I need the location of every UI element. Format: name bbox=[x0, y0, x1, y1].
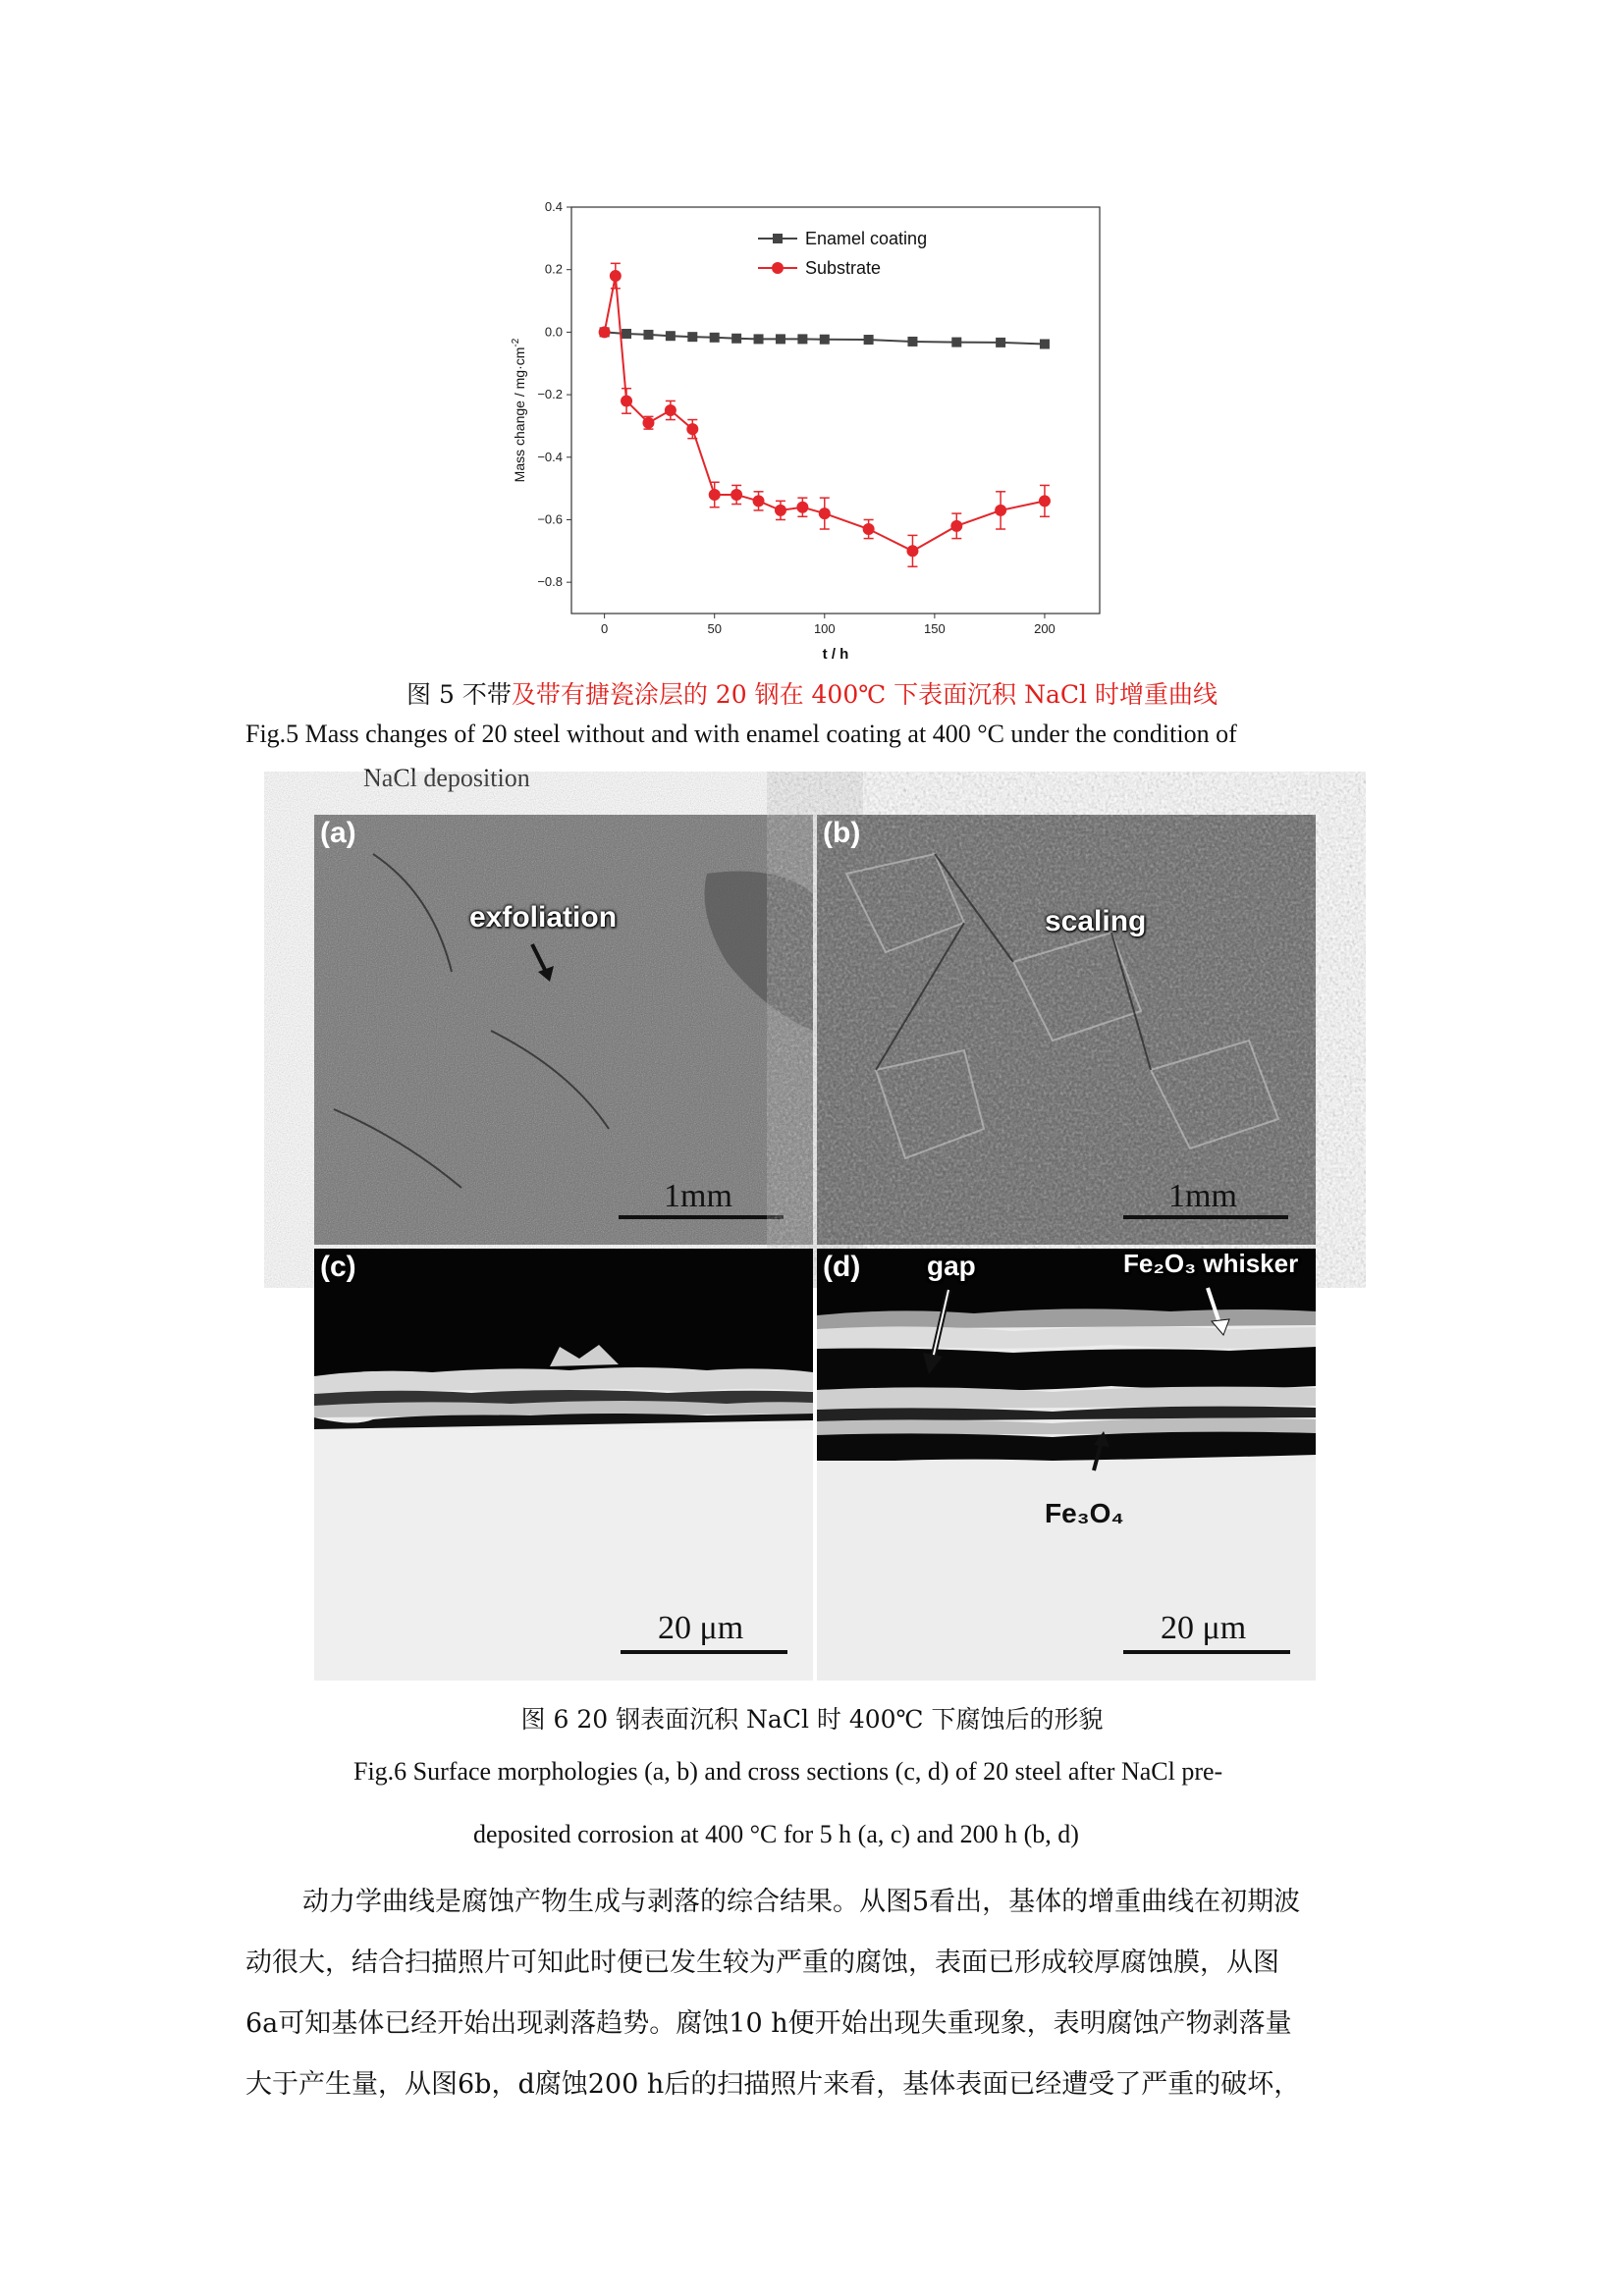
x-tick-label: 0 bbox=[601, 621, 609, 636]
annotation-fe2o3-whisker: Fe₂O₃ whisker bbox=[1123, 1249, 1299, 1278]
data-point bbox=[950, 520, 962, 532]
data-point bbox=[1039, 495, 1051, 507]
data-point bbox=[599, 326, 611, 338]
data-point bbox=[797, 334, 807, 344]
y-axis-label-superscript: -2 bbox=[511, 338, 521, 347]
y-tick-label: 0.0 bbox=[544, 324, 563, 340]
fig5-caption-en-line2: NaCl deposition bbox=[363, 764, 530, 792]
data-point bbox=[710, 333, 720, 343]
arrow-icon-exfoliation bbox=[314, 815, 813, 1245]
x-tick-label: 100 bbox=[813, 621, 836, 636]
scale-label-d: 20 μm bbox=[1161, 1610, 1247, 1646]
data-point bbox=[687, 332, 697, 342]
annotation-fe3o4: Fe₃O₄ bbox=[1045, 1498, 1124, 1528]
cross-section-panel-d bbox=[817, 1249, 1316, 1681]
legend-marker bbox=[772, 262, 784, 274]
sem-texture-b bbox=[817, 815, 1316, 1245]
data-point bbox=[863, 523, 875, 535]
fig5-caption-en-line1: Fig.5 Mass changes of 20 steel without and with enamel coating at 400 °C under the condition of bbox=[245, 720, 1237, 748]
data-point bbox=[996, 338, 1005, 347]
x-axis-label: t / h bbox=[822, 646, 849, 663]
data-point bbox=[709, 489, 721, 501]
x-tick-label: 50 bbox=[707, 621, 722, 636]
data-point bbox=[753, 495, 765, 507]
data-point bbox=[643, 330, 653, 340]
data-point bbox=[776, 334, 785, 344]
scale-bar-a bbox=[619, 1215, 784, 1219]
fig6-caption-en-line2: deposited corrosion at 400 °C for 5 h (a, c) and 200 h (b, d) bbox=[473, 1820, 1079, 1848]
legend-label: Enamel coating bbox=[805, 229, 928, 248]
x-tick-label: 200 bbox=[1034, 621, 1056, 636]
sem-panel-b bbox=[817, 815, 1316, 1245]
y-tick-label: −0.8 bbox=[537, 574, 563, 590]
data-point bbox=[819, 507, 831, 519]
series-substrate bbox=[599, 263, 1051, 566]
cross-section-panel-c bbox=[314, 1249, 813, 1681]
fig6-caption-en-line1: Fig.6 Surface morphologies (a, b) and cross sections (c, d) of 20 steel after NaCl pre- bbox=[353, 1757, 1223, 1786]
data-point bbox=[951, 338, 961, 347]
y-tick-label: 0.4 bbox=[544, 199, 563, 214]
fig5-caption-zh-red: 及带有搪瓷涂层的 20 钢在 400℃ 下表面沉积 NaCl 时增重曲线 bbox=[511, 680, 1218, 709]
panel-label-b: (b) bbox=[823, 817, 861, 849]
scale-label-c: 20 μm bbox=[658, 1610, 744, 1646]
annotation-scaling: scaling bbox=[1045, 905, 1147, 937]
data-point bbox=[621, 395, 632, 406]
data-point bbox=[754, 334, 764, 344]
legend bbox=[758, 229, 927, 278]
data-point bbox=[622, 329, 631, 339]
y-axis-label: Mass change / $mg\cdot cm^{-2}$ bbox=[511, 338, 527, 483]
data-point bbox=[1040, 339, 1050, 348]
data-point bbox=[731, 489, 742, 501]
scale-bar-c bbox=[621, 1650, 787, 1654]
panel-label-d: (d) bbox=[823, 1251, 861, 1283]
data-point bbox=[775, 505, 786, 516]
scale-bar-b bbox=[1123, 1215, 1288, 1219]
scale-label-a: 1mm bbox=[664, 1178, 732, 1214]
data-point bbox=[907, 337, 917, 347]
fig6-caption-zh: 图 6 20 钢表面沉积 NaCl 时 400℃ 下腐蚀后的形貌 bbox=[520, 1705, 1104, 1734]
sem-panel-a bbox=[314, 815, 813, 1245]
data-point bbox=[995, 505, 1006, 516]
data-point bbox=[666, 331, 676, 341]
x-tick-label: 150 bbox=[924, 621, 946, 636]
data-point bbox=[820, 335, 830, 345]
panel-label-a: (a) bbox=[320, 817, 356, 849]
y-tick-label: −0.4 bbox=[537, 449, 563, 464]
panel-label-c: (c) bbox=[320, 1251, 356, 1283]
scale-bar-d bbox=[1123, 1650, 1290, 1654]
body-line-1: 动力学曲线是腐蚀产物生成与剥落的综合结果。从图5看出，基体的增重曲线在初期波 bbox=[302, 1887, 1301, 1917]
data-point bbox=[686, 423, 698, 435]
y-tick-label: −0.6 bbox=[537, 511, 563, 527]
y-tick-label: 0.2 bbox=[544, 261, 563, 277]
data-point bbox=[906, 545, 918, 557]
legend-label: Substrate bbox=[805, 258, 882, 278]
body-line-3: 6a可知基体已经开始出现剥落趋势。腐蚀10 h便开始出现失重现象，表明腐蚀产物剥落量 bbox=[245, 2008, 1292, 2039]
annotation-gap: gap bbox=[927, 1251, 976, 1281]
legend-marker bbox=[773, 234, 783, 243]
fig5-caption-zh-black: 图 5 不带 bbox=[406, 680, 512, 709]
series-enamel-coating bbox=[600, 327, 1050, 348]
scale-label-b: 1mm bbox=[1168, 1178, 1237, 1214]
data-point bbox=[731, 334, 741, 344]
data-point bbox=[610, 270, 622, 282]
data-point bbox=[642, 417, 654, 429]
annotation-exfoliation: exfoliation bbox=[469, 901, 618, 934]
mass-change-chart bbox=[511, 191, 1119, 672]
body-line-2: 动很大，结合扫描照片可知此时便已发生较为严重的腐蚀，表面已形成较厚腐蚀膜，从图 bbox=[245, 1948, 1279, 1978]
data-point bbox=[665, 404, 677, 416]
data-point bbox=[796, 502, 808, 513]
fig5-caption-zh bbox=[0, 675, 1624, 711]
y-tick-label: −0.2 bbox=[537, 387, 563, 402]
body-line-4: 大于产生量，从图6b，d腐蚀200 h后的扫描照片来看，基体表面已经遭受了严重的破坏， bbox=[245, 2069, 1301, 2100]
data-point bbox=[864, 335, 874, 345]
